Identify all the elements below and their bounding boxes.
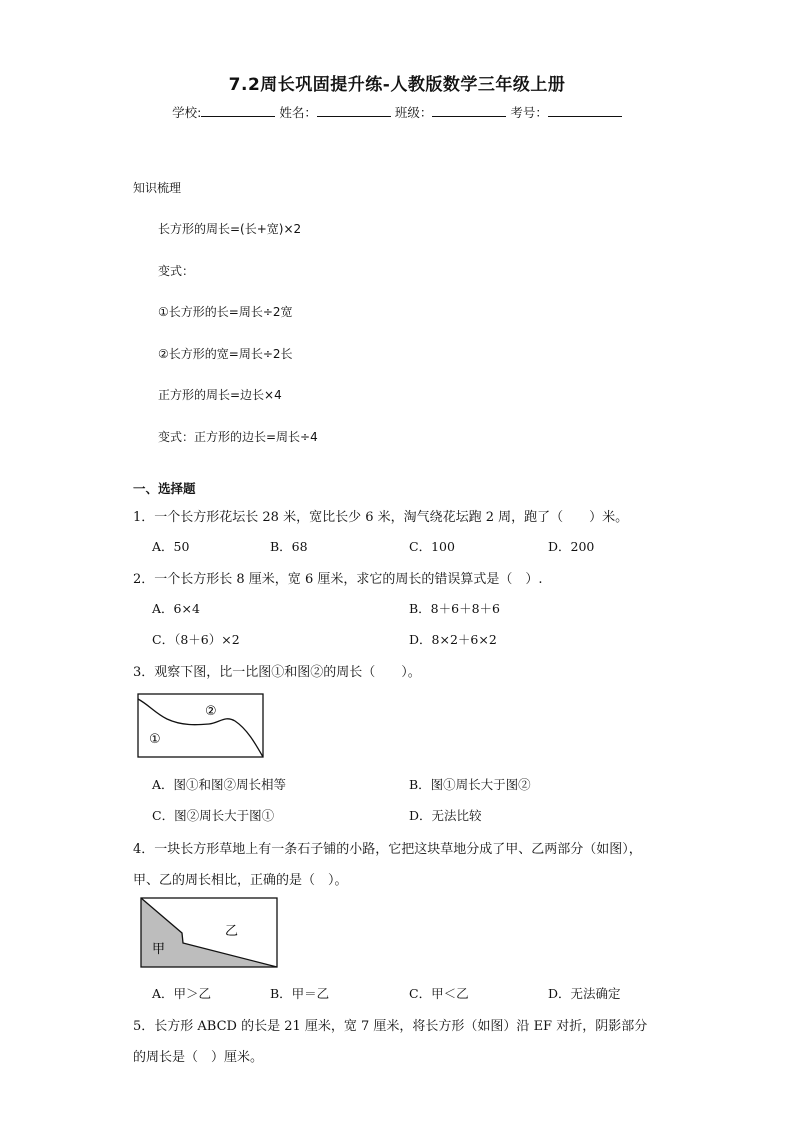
q4-option-b[interactable]: B．甲＝乙 (270, 986, 330, 1001)
q1-option-c[interactable]: C．100 (409, 539, 455, 554)
knowledge-line: ②长方形的宽=周长÷2长 (158, 347, 293, 361)
knowledge-line: 正方形的周长=边长×4 (158, 388, 282, 402)
q3-figure-label-2: ② (205, 704, 217, 719)
q2-option-b[interactable]: B．8＋6＋8＋6 (409, 601, 500, 616)
number-blank[interactable] (548, 105, 622, 117)
question-4-text-line2: 甲、乙的周长相比，正确的是（ ）。 (133, 873, 348, 888)
q4-figure (140, 897, 280, 969)
knowledge-heading: 知识梳理 (133, 181, 182, 195)
school-label: 学校: (172, 105, 202, 120)
q2-option-d[interactable]: D．8×2＋6×2 (409, 632, 497, 647)
q1-option-b[interactable]: B．68 (270, 539, 308, 554)
class-blank[interactable] (432, 105, 506, 117)
knowledge-line: 变式： (158, 264, 195, 278)
knowledge-line: ①长方形的长=周长÷2宽 (158, 305, 293, 319)
student-info-line (0, 103, 794, 121)
q3-figure-rect (138, 694, 263, 757)
knowledge-line: 长方形的周长=(长+宽)×2 (158, 222, 302, 236)
q4-option-a[interactable]: A．甲＞乙 (152, 986, 212, 1001)
q3-figure (137, 693, 265, 759)
q1-option-a[interactable]: A．50 (152, 539, 190, 554)
q1-option-d[interactable]: D．200 (548, 539, 595, 554)
section-heading: 一、选择题 (133, 481, 196, 496)
q2-option-c[interactable]: C．（8＋6）×2 (152, 632, 240, 647)
q3-option-c[interactable]: C．图②周长大于图① (152, 808, 275, 823)
q4-figure-label-yi: 乙 (225, 924, 239, 939)
q4-option-d[interactable]: D．无法确定 (548, 986, 621, 1001)
page-title: 7.2周长巩固提升练-人教版数学三年级上册 (228, 75, 566, 95)
q3-option-a[interactable]: A．图①和图②周长相等 (152, 777, 287, 792)
number-label: 考号： (510, 105, 548, 120)
question-2-text: 2．一个长方形长 8 厘米，宽 6 厘米，求它的周长的错误算式是（ ）. (133, 572, 543, 587)
q3-option-b[interactable]: B．图①周长大于图② (409, 777, 531, 792)
q3-figure-label-1: ① (149, 732, 161, 747)
question-4-text-line1: 4．一块长方形草地上有一条石子铺的小路，它把这块草地分成了甲、乙两部分（如图）， (133, 842, 642, 857)
name-blank[interactable] (317, 105, 391, 117)
q4-figure-label-jia: 甲 (152, 942, 166, 957)
question-3-text: 3．观察下图，比一比图①和图②的周长（ ）。 (133, 665, 421, 680)
q3-option-d[interactable]: D．无法比较 (409, 808, 482, 823)
question-1-text: 1．一个长方形花坛长 28 米，宽比长少 6 米，淘气绕花坛跑 2 周，跑了（ ）米。 (133, 510, 629, 525)
q4-option-c[interactable]: C．甲＜乙 (409, 986, 469, 1001)
knowledge-line: 变式：正方形的边长=周长÷4 (158, 430, 318, 444)
class-label: 班级： (394, 105, 433, 120)
name-label: 姓名： (279, 105, 317, 120)
question-5-text-line1: 5．长方形 ABCD 的长是 21 厘米，宽 7 厘米，将长方形（如图）沿 EF 对折，阴影部分 (133, 1019, 648, 1034)
school-blank[interactable] (201, 105, 275, 117)
question-5-text-line2: 的周长是（ ）厘米。 (133, 1050, 264, 1065)
q2-option-a[interactable]: A．6×4 (152, 601, 200, 616)
